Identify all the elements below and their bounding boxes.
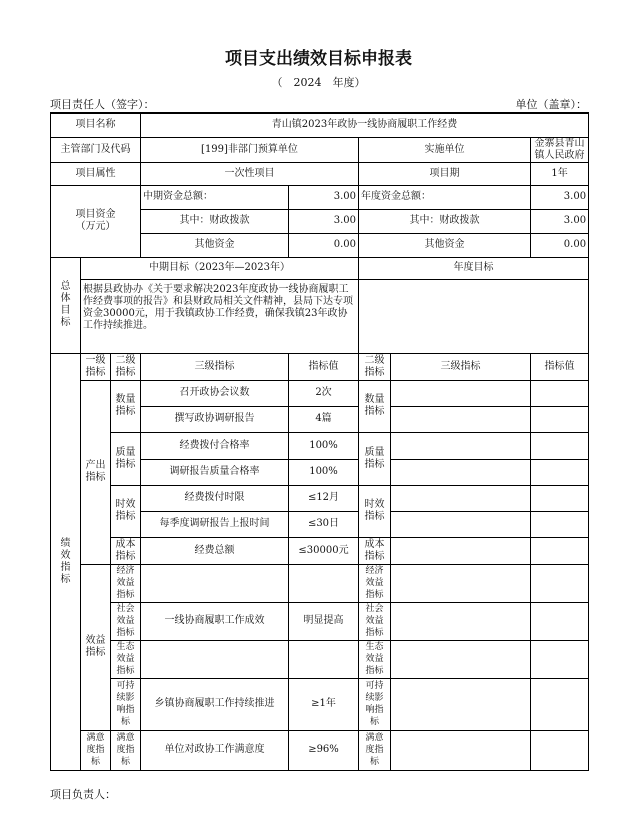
year-line: （ 2024 年度）: [271, 76, 366, 89]
mid-total-label: 中期资金总额：: [141, 185, 289, 209]
project-attr-label: 项目属性: [51, 162, 141, 185]
indicator-name: 经费拨付时限: [141, 485, 289, 511]
annual-indicator-name: [391, 640, 531, 678]
output-indicator-label: 产出 指标: [81, 380, 111, 564]
mid-goal-text: 根据县政协办《关于要求解决2023年度政协一线协商履职工作经费事项的报告》和县财政局相关文件精神，县局下达专项资金30000元，用于我镇政协工作经费，确保我镇23年政协工作持续推进。: [81, 279, 359, 353]
annual-other-value: 0.00: [531, 233, 589, 257]
economic-indicator-label: 经济 效益 指标: [111, 564, 141, 602]
annual-quality-label: 质量 指标: [359, 432, 391, 485]
project-name-value: 青山镇2023年政协一线协商履职工作经费: [141, 113, 589, 137]
indicator-value: ≤30000元: [289, 537, 359, 564]
annual-indicator-name: [391, 485, 531, 511]
annual-indicator-value: [531, 678, 589, 730]
indicator-name: 一线协商履职工作成效: [141, 602, 289, 640]
annual-indicator-value: [531, 432, 589, 459]
social-indicator-label: 社会 效益 指标: [111, 602, 141, 640]
unit-seal-label: 单位（盖章）：: [515, 98, 587, 111]
cost-indicator-label: 成本 指标: [111, 537, 141, 564]
annual-indicator-value: [531, 537, 589, 564]
indicator-name: 每季度调研报告上报时间: [141, 511, 289, 537]
indicator-value: 4篇: [289, 406, 359, 432]
annual-indicator-name: [391, 564, 531, 602]
value-header: 指标值: [289, 353, 359, 380]
annual-total-value: 3.00: [531, 185, 589, 209]
dept-code-value: [199]非部门预算单位: [141, 137, 359, 162]
annual-indicator-value: [531, 406, 589, 432]
annual-ecological-label: 生态 效益 指标: [359, 640, 391, 678]
dept-code-label: 主管部门及代码: [51, 137, 141, 162]
mid-fiscal-value: 3.00: [289, 209, 359, 233]
responsible-label: 项目责任人（签字）：: [50, 98, 155, 111]
annual-value-header: 指标值: [531, 353, 589, 380]
indicator-name: 乡镇协商履职工作持续推进: [141, 678, 289, 730]
annual-goal-header: 年度目标: [359, 257, 589, 279]
impl-unit-label: 实施单位: [359, 137, 531, 162]
annual-indicator-value: [531, 485, 589, 511]
annual-indicator-value: [531, 730, 589, 770]
indicator-value: [289, 640, 359, 678]
annual-indicator-name: [391, 511, 531, 537]
indicator-name: 调研报告质量合格率: [141, 459, 289, 485]
annual-timeliness-label: 时效 指标: [359, 485, 391, 537]
funds-label: 项目资金 （万元）: [51, 185, 141, 257]
indicator-name: 撰写政协调研报告: [141, 406, 289, 432]
indicator-name: 经费总额: [141, 537, 289, 564]
indicator-name: [141, 640, 289, 678]
indicator-value: 100%: [289, 459, 359, 485]
annual-indicator-value: [531, 511, 589, 537]
indicator-name: 召开政协会议数: [141, 380, 289, 406]
annual-indicator-name: [391, 602, 531, 640]
indicator-value: 明显提高: [289, 602, 359, 640]
goal-form-table: [50, 112, 589, 771]
quantity-indicator-label: 数量 指标: [111, 380, 141, 432]
level2-header: 二级 指标: [111, 353, 141, 380]
level3-header: 三级指标: [141, 353, 289, 380]
project-period-label: 项目期: [359, 162, 531, 185]
annual-satisfaction-label: 满意 度指 标: [359, 730, 391, 770]
annual-indicator-value: [531, 640, 589, 678]
sustainable-indicator-label: 可持 续影 响指 标: [111, 678, 141, 730]
project-attr-value: 一次性项目: [141, 162, 359, 185]
project-name-label: 项目名称: [51, 113, 141, 137]
annual-fiscal-value: 3.00: [531, 209, 589, 233]
annual-indicator-value: [531, 459, 589, 485]
quality-indicator-label: 质量 指标: [111, 432, 141, 485]
annual-cost-label: 成本 指标: [359, 537, 391, 564]
mid-other-value: 0.00: [289, 233, 359, 257]
indicator-value: ≥1年: [289, 678, 359, 730]
level1-header: 一级 指标: [81, 353, 111, 380]
footer-label: 项目负责人：: [50, 788, 116, 801]
benefit-indicator-label: 效益 指标: [81, 564, 111, 730]
annual-total-label: 年度资金总额：: [359, 185, 531, 209]
annual-indicator-name: [391, 380, 531, 406]
timeliness-indicator-label: 时效 指标: [111, 485, 141, 537]
annual-indicator-name: [391, 459, 531, 485]
annual-goal-text: [359, 279, 589, 353]
satisfaction-level1-label: 满意 度指 标: [81, 730, 111, 770]
indicator-name: [141, 564, 289, 602]
annual-fiscal-label: 其中：财政拨款: [359, 209, 531, 233]
indicator-value: [289, 564, 359, 602]
annual-indicator-name: [391, 432, 531, 459]
page-title: 项目支出绩效目标申报表: [225, 49, 412, 69]
indicator-value: 2次: [289, 380, 359, 406]
annual-sustainable-label: 可持 续影 响指 标: [359, 678, 391, 730]
indicator-value: ≤12月: [289, 485, 359, 511]
indicator-value: 100%: [289, 432, 359, 459]
overall-goal-label: 总 体 目 标: [51, 257, 81, 353]
mid-other-label: 其他资金: [141, 233, 289, 257]
annual-indicator-value: [531, 380, 589, 406]
annual-indicator-name: [391, 406, 531, 432]
ecological-indicator-label: 生态 效益 指标: [111, 640, 141, 678]
indicator-name: 单位对政协工作满意度: [141, 730, 289, 770]
impl-unit-value: 金寨县青山镇人民政府: [531, 137, 589, 162]
annual-indicator-name: [391, 730, 531, 770]
indicator-value: ≥96%: [289, 730, 359, 770]
satisfaction-level2-label: 满意 度指 标: [111, 730, 141, 770]
annual-level3-header: 三级指标: [391, 353, 531, 380]
mid-goal-header: 中期目标（2023年—2023年）: [81, 257, 359, 279]
annual-quantity-label: 数量 指标: [359, 380, 391, 432]
perf-indicators-label: 绩 效 指 标: [51, 353, 81, 770]
annual-economic-label: 经济 效益 指标: [359, 564, 391, 602]
indicator-value: ≤30日: [289, 511, 359, 537]
annual-social-label: 社会 效益 指标: [359, 602, 391, 640]
mid-fiscal-label: 其中：财政拨款: [141, 209, 289, 233]
annual-indicator-name: [391, 537, 531, 564]
indicator-name: 经费拨付合格率: [141, 432, 289, 459]
annual-indicator-value: [531, 602, 589, 640]
annual-indicator-value: [531, 564, 589, 602]
project-period-value: 1年: [531, 162, 589, 185]
annual-indicator-name: [391, 678, 531, 730]
mid-total-value: 3.00: [289, 185, 359, 209]
annual-other-label: 其他资金: [359, 233, 531, 257]
annual-level2-header: 二级 指标: [359, 353, 391, 380]
